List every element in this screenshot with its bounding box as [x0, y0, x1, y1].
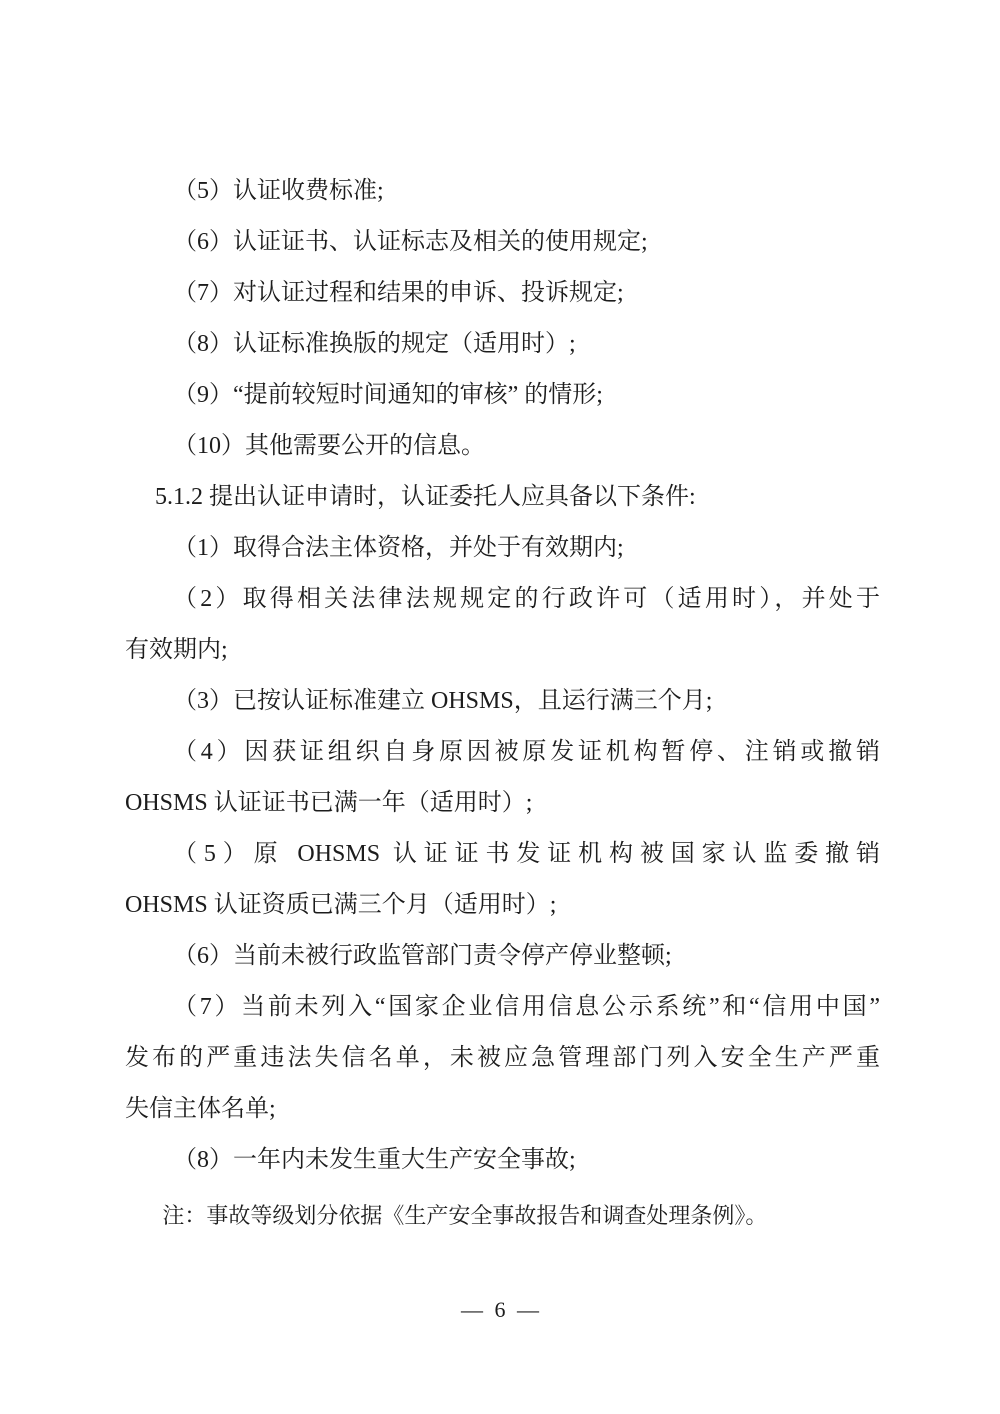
paragraph	[125, 319, 880, 370]
text-line: 5.1.2 提出认证申请时，认证委托人应具备以下条件:	[155, 484, 696, 510]
text-line: 发布的严重违法失信名单，未被应急管理部门列入安全生产严重	[125, 1045, 880, 1071]
text-line: （7）当前未列入“国家企业信用信息公示系统”和“信用中国”	[173, 994, 880, 1020]
paragraph	[125, 217, 880, 268]
paragraph	[125, 523, 880, 574]
text-line: （6）认证证书、认证标志及相关的使用规定;	[173, 229, 648, 255]
page-number: — 6 —	[461, 1297, 539, 1322]
text-line: （8）认证标准换版的规定（适用时）;	[173, 331, 576, 357]
paragraph	[125, 727, 880, 829]
paragraph	[125, 421, 880, 472]
text-line: （6）当前未被行政监管部门责令停产停业整顿;	[173, 943, 672, 969]
paragraph	[125, 166, 880, 217]
text-line: 有效期内;	[125, 637, 228, 663]
text-line: （5）原 OHSMS 认证证书发证机构被国家认监委撤销	[173, 841, 880, 867]
text-line: （10）其他需要公开的信息。	[173, 433, 485, 459]
text-line: （8）一年内未发生重大生产安全事故;	[173, 1147, 576, 1173]
paragraph	[125, 982, 880, 1135]
paragraph	[125, 574, 880, 676]
text-line: OHSMS 认证证书已满一年（适用时）;	[125, 790, 533, 816]
body-text	[125, 166, 880, 1234]
text-line: （3）已按认证标准建立 OHSMS，且运行满三个月;	[173, 688, 713, 714]
paragraph	[125, 931, 880, 982]
text-line: （9）“提前较短时间通知的审核” 的情形;	[173, 382, 603, 408]
paragraph	[125, 829, 880, 931]
text-line: （2）取得相关法律法规规定的行政许可（适用时），并处于	[173, 586, 880, 612]
text-line: （5）认证收费标准;	[173, 178, 384, 204]
text-line: （1）取得合法主体资格，并处于有效期内;	[173, 535, 624, 561]
footnote: 注：事故等级划分依据《生产安全事故报告和调查处理条例》。	[162, 1203, 768, 1228]
text-line: OHSMS 认证资质已满三个月（适用时）;	[125, 892, 557, 918]
text-line: （4）因获证组织自身原因被原发证机构暂停、注销或撤销	[173, 739, 880, 765]
paragraph	[125, 472, 880, 523]
text-line: （7）对认证过程和结果的申诉、投诉规定;	[173, 280, 624, 306]
paragraph	[125, 676, 880, 727]
text-line: 失信主体名单;	[125, 1096, 276, 1122]
paragraph	[125, 370, 880, 421]
paragraph	[125, 1135, 880, 1186]
paragraph	[125, 268, 880, 319]
